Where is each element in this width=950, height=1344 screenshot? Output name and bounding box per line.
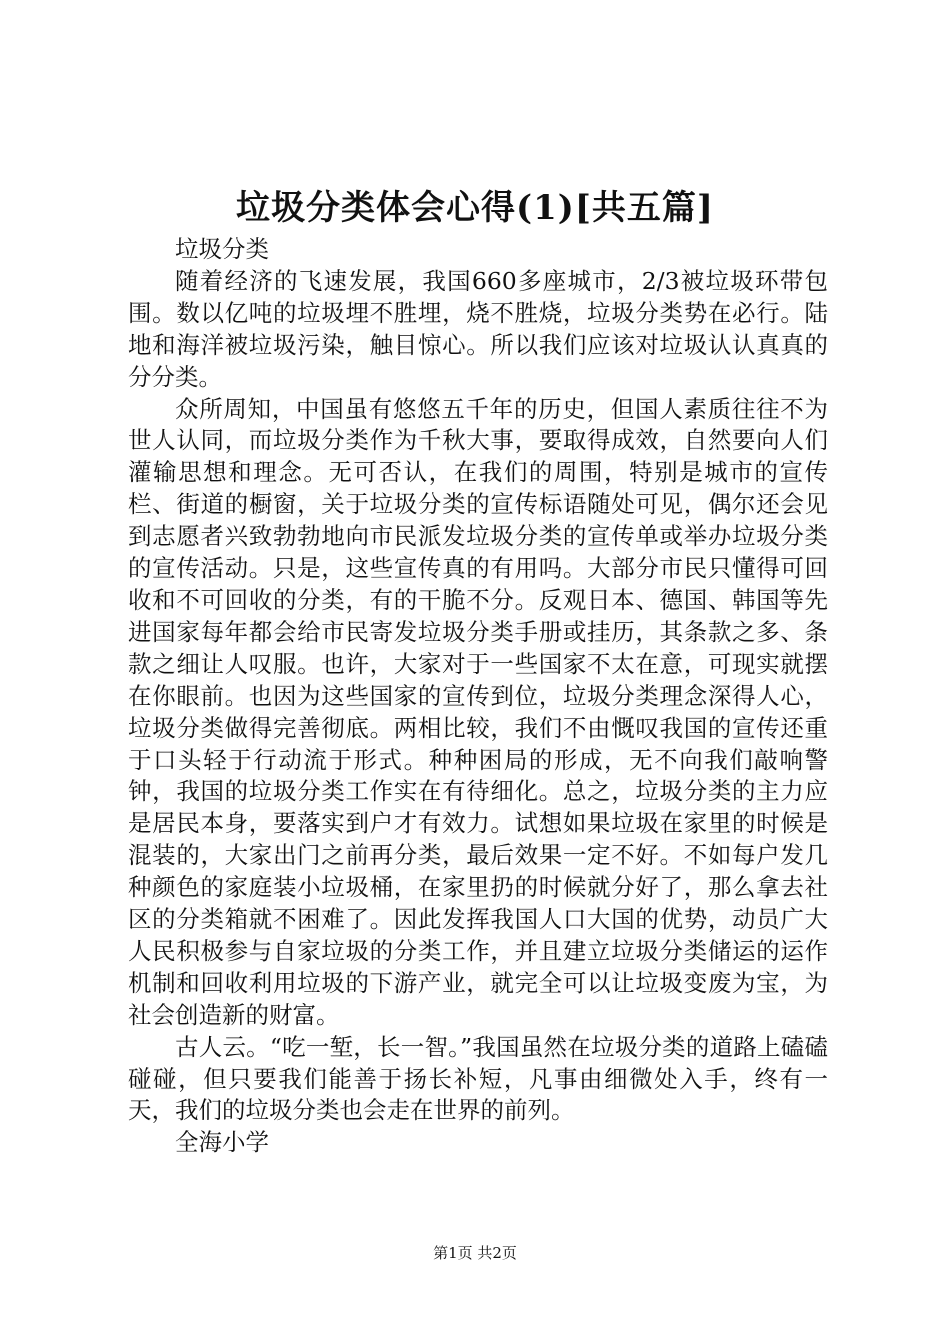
body-paragraph: 古人云。“吃一堑，长一智。”我国虽然在垃圾分类的道路上磕磕碰碰，但只要我们能善于扬长补短，凡事由细微处入手，终有一天，我们的垃圾分类也会走在世界的前列。 bbox=[128, 1032, 828, 1125]
body-paragraph: 众所周知，中国虽有悠悠五千年的历史，但国人素质往往不为世人认同，而垃圾分类作为千秋大事，要取得成效，自然要向人们灌输思想和理念。无可否认，在我们的周围，特别是城市的宣传栏、街道的橱窗，关于垃圾分类的宣传标语随处可见，偶尔还会见到志愿者兴致勃勃地向市民派发垃圾分类的宣传单或举办垃圾分类的宣传活动。只是，这些宣传真的有用吗。大部分市民只懂得可回收和不可回收的分类，有的干脆不分。反观日本、德国、韩国等先进国家每年都会给市民寄发垃圾分类手册或挂历，其条款之多、条款之细让人叹服。也许，大家对于一些国家不太在意，可现实就摆在你眼前。也因为这些国家的宣传到位，垃圾分类理念深得人心，垃圾分类做得完善彻底。两相比较，我们不由慨叹我国的宣传还重于口头轻于行动流于形式。种种困局的形成，无不向我们敲响警钟，我国的垃圾分类工作实在有待细化。总之，垃圾分类的主力应是居民本身，要落实到户才有效力。试想如果垃圾在家里的时候是混装的，大家出门之前再分类，最后效果一定不好。不如每户发几种颜色的家庭装小垃圾桶，在家里扔的时候就分好了，那么拿去社区的分类箱就不困难了。因此发挥我国人口大国的优势，动员广大人民积极参与自家垃圾的分类工作，并且建立垃圾分类储运的运作机制和回收利用垃圾的下游产业，就完全可以让垃圾变废为宝，为社会创造新的财富。 bbox=[128, 394, 828, 1029]
section-heading: 垃圾分类 bbox=[175, 235, 269, 263]
author-signature: 全海小学 bbox=[175, 1128, 269, 1157]
page-number: 第1页 共2页 bbox=[433, 1244, 517, 1262]
document-body bbox=[128, 234, 828, 1159]
body-paragraph: 随着经济的飞速发展，我国660多座城市，2/3被垃圾环带包围。数以亿吨的垃圾埋不胜埋，烧不胜烧，垃圾分类势在必行。陆地和海洋被垃圾污染，触目惊心。所以我们应该对垃圾认认真真的分分类。 bbox=[128, 266, 828, 391]
document-title: 垃圾分类体会心得(1)[共五篇] bbox=[235, 188, 714, 228]
